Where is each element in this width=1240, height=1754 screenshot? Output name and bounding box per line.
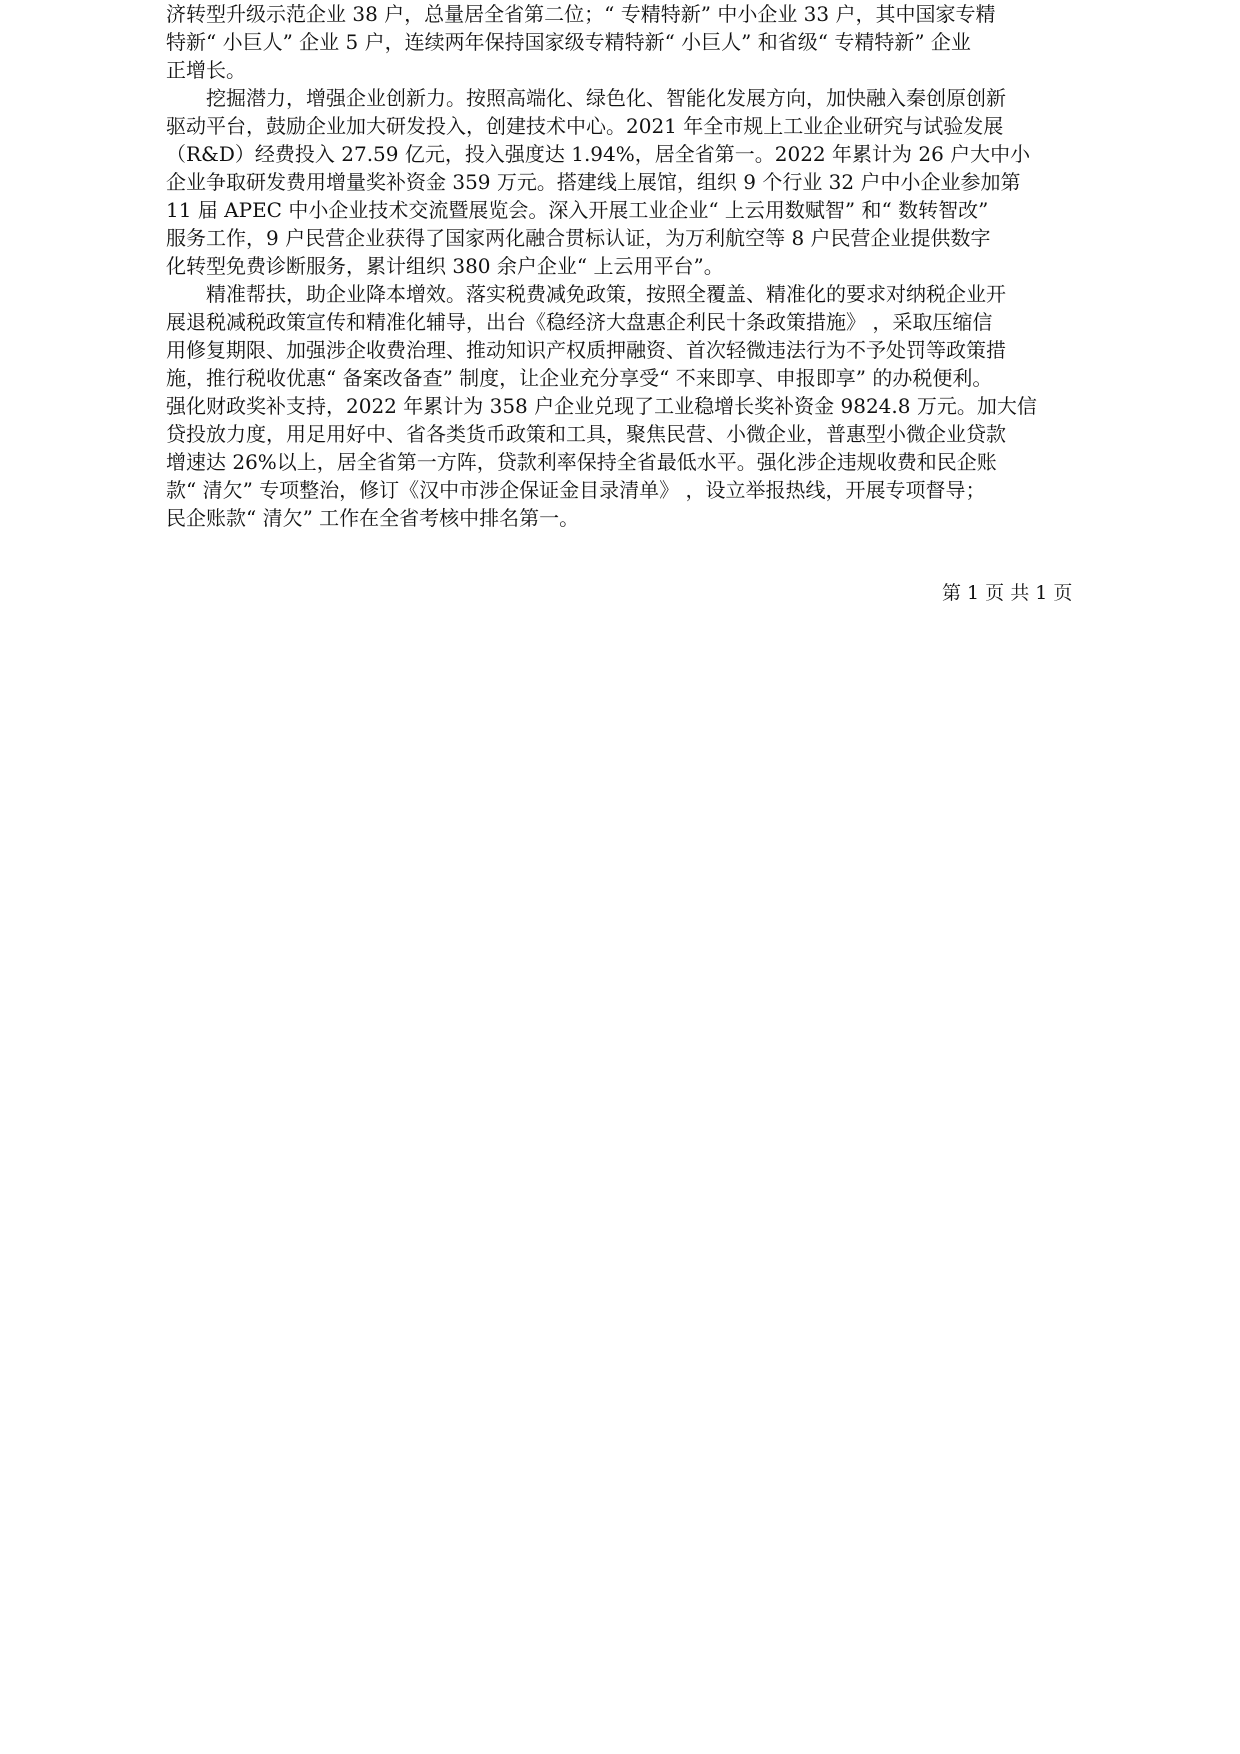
text-line: 挖掘潜力，增强企业创新力。按照高端化、绿色化、智能化发展方向，加快融入秦创原创新	[206, 86, 1006, 110]
text-line: 强化财政奖补支持，2022 年累计为 358 户企业兑现了工业稳增长奖补资金 9824.8 万元。加大信	[166, 394, 1037, 418]
text-line: 展退税减税政策宣传和精准化辅导，出台《稳经济大盘惠企利民十条政策措施》 ，采取压缩信	[166, 310, 993, 334]
text-line: 民企账款“ 清欠” 工作在全省考核中排名第一。	[166, 506, 580, 530]
paragraph-1	[166, 0, 1084, 84]
text-line: 企业争取研发费用增量奖补资金 359 万元。搭建线上展馆，组织 9 个行业 32 户中小企业参加第	[166, 170, 1021, 194]
text-line: 贷投放力度，用足用好中、省各类货币政策和工具，聚焦民营、小微企业，普惠型小微企业贷款	[166, 422, 1006, 446]
text-line: 款“ 清欠” 专项整治，修订《汉中市涉企保证金目录清单》 ，设立举报热线，开展专项督导；	[166, 478, 986, 502]
paragraph-3	[166, 280, 1084, 532]
paragraph-2	[166, 84, 1084, 280]
text-line: 用修复期限、加强涉企收费治理、推动知识产权质押融资、首次轻微违法行为不予处罚等政策措	[166, 338, 1006, 362]
text-line: 增速达 26%以上，居全省第一方阵，贷款利率保持全省最低水平。强化涉企违规收费和民企账	[166, 450, 997, 474]
text-line: 化转型免费诊断服务，累计组织 380 余户企业“ 上云用平台”。	[166, 254, 724, 278]
text-line: 驱动平台，鼓励企业加大研发投入，创建技术中心。2021 年全市规上工业企业研究与试验发展	[166, 114, 1004, 138]
text-line: 服务工作，9 户民营企业获得了国家两化融合贯标认证，为万利航空等 8 户民营企业提供数字	[166, 226, 991, 250]
page-number-footer: 第 1 页 共 1 页	[942, 582, 1073, 604]
text-line: 施，推行税收优惠“ 备案改备查” 制度，让企业充分享受“ 不来即享、申报即享” 的办税便利。	[166, 366, 993, 390]
text-line: 正增长。	[166, 58, 246, 82]
text-line: （R&D）经费投入 27.59 亿元，投入强度达 1.94%，居全省第一。2022 年累计为 26 户大中小	[166, 142, 1031, 166]
text-line: 济转型升级示范企业 38 户，总量居全省第二位；“ 专精特新” 中小企业 33 户，其中国家专精	[166, 2, 996, 26]
body-text	[166, 0, 1084, 532]
text-line: 特新“ 小巨人” 企业 5 户，连续两年保持国家级专精特新“ 小巨人” 和省级“ 专精特新” 企业	[166, 30, 971, 54]
text-line: 精准帮扶，助企业降本增效。落实税费减免政策，按照全覆盖、精准化的要求对纳税企业开	[206, 282, 1006, 306]
text-line: 11 届 APEC 中小企业技术交流暨展览会。深入开展工业企业“ 上云用数赋智” 和“ 数转智改”	[166, 198, 989, 222]
